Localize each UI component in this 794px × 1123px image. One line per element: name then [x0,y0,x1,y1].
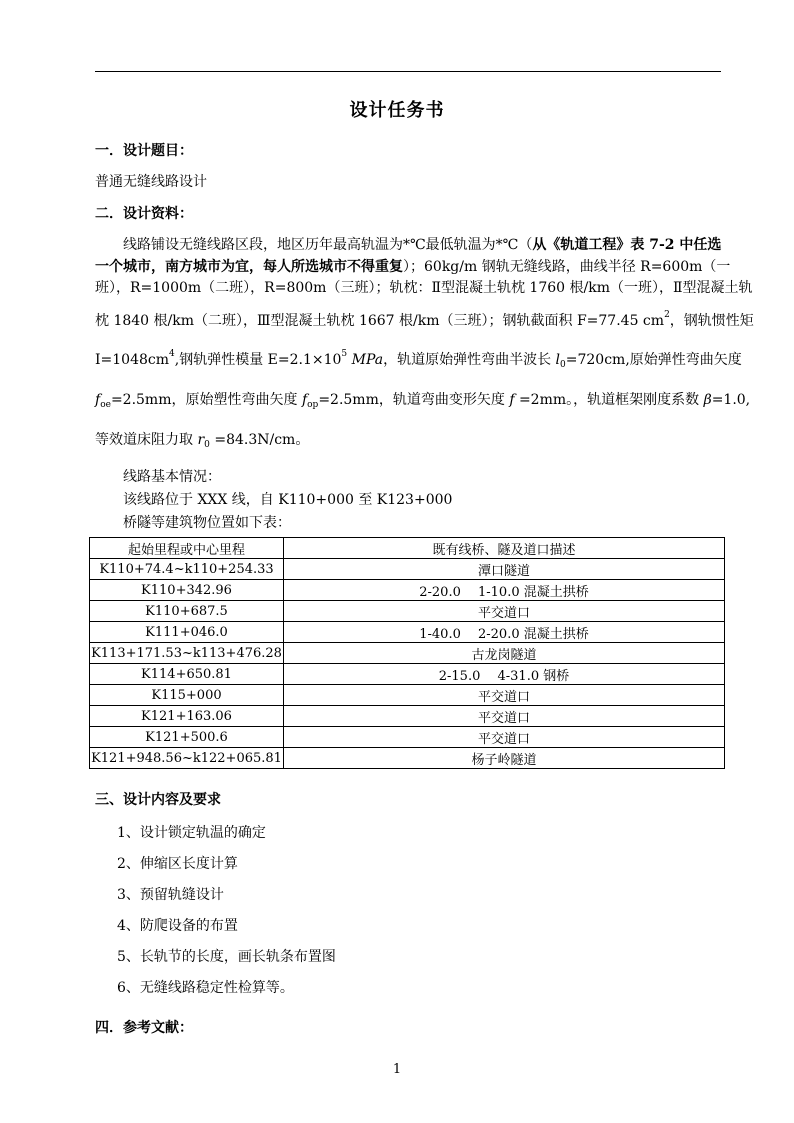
para-bold-text: 一个城市，南方城市为宜，每人所选城市不得重复 [95,259,403,275]
mileage-cell: K121+500.6 [90,727,284,748]
para-text: ，钢轨惯性矩 [669,313,754,329]
para-text: =720cm,原始弹性弯曲矢度 [565,352,742,368]
para-line-7 [95,429,309,450]
requirement-item: 6、无缝线路稳定性检算等。 [117,980,294,996]
description-cell: 1-40.0 2-20.0 混凝土拱桥 [284,622,725,643]
para-text: =2.5mm，轨道弯曲变形矢度 [318,392,510,408]
superscript: 5 [341,349,348,359]
table-row [90,601,725,622]
mileage-cell: K111+046.0 [90,622,284,643]
superscript: 2 [664,310,670,320]
table-row [90,580,725,601]
math-var: f [95,392,101,408]
para-text: =1.0, [711,392,751,408]
table-header-row [90,538,725,559]
mileage-cell: K115+000 [90,685,284,706]
para-text: =84.3N/cm。 [209,432,310,448]
basic-info-line: 该线路位于 XXX 线，自 K110+000 至 K123+000 [123,492,453,508]
column-header: 既有线桥、隧及道口描述 [284,538,725,559]
para-line-5 [95,349,742,370]
basic-info-heading: 线路基本情况： [123,469,221,485]
math-unit: MPa [351,352,384,368]
description-cell: 平交道口 [284,727,725,748]
description-cell: 杨子岭隧道 [284,748,725,769]
para-text: I=1048cm [95,352,170,368]
design-topic: 普通无缝线路设计 [95,174,207,190]
section-3-heading: 三、设计内容及要求 [95,792,221,808]
subscript: op [307,400,319,410]
requirement-item: 3、预留轨缝设计 [117,887,224,903]
table-row [90,559,725,580]
mileage-cell: K110+74.4~k110+254.33 [90,559,284,580]
mileage-cell: K121+948.56~k122+065.81 [90,748,284,769]
structure-table [89,537,725,769]
column-header: 起始里程或中心里程 [90,538,284,559]
page-number: 1 [392,1062,402,1077]
description-cell: 平交道口 [284,601,725,622]
section-4-heading: 四．参考文献： [95,1020,193,1036]
para-line-3: 班），R=1000m（二班），R=800m（三班）；轨枕：Ⅱ型混凝土轨枕 1760 根/km（一班），Ⅱ型混凝土轨 [95,280,753,296]
description-cell: 平交道口 [284,706,725,727]
para-text: 线路铺设无缝线路区段，地区历年最高轨温为*℃最低轨温为*℃（ [123,237,533,253]
mileage-cell: K110+342.96 [90,580,284,601]
para-text: ,钢轨弹性模量 E=2.1×10 [174,352,342,368]
table-row [90,685,725,706]
requirement-item: 1、设计锁定轨温的确定 [117,825,266,841]
para-text: ，轨道原始弹性弯曲半波长 [383,352,556,368]
description-cell: 2-15.0 4-31.0 钢桥 [284,664,725,685]
para-text: 枕 1840 根/km（二班），Ⅲ型混凝土轨枕 1667 根/km（三班）；钢轨截面积 F=77.45 cm [95,313,665,329]
para-line-1 [95,234,721,254]
math-var: l [555,352,561,368]
requirement-item: 5、长轨节的长度，画长轨条布置图 [117,949,336,965]
table-row [90,622,725,643]
para-line-2 [95,256,730,276]
math-var: r [197,432,205,448]
subscript: 0 [560,360,566,370]
para-text: =2mm。，轨道框架刚度系数 [514,392,704,408]
para-text: =2.5mm，原始塑性弯曲矢度 [110,392,302,408]
description-cell: 古龙岗隧道 [284,643,725,664]
description-cell: 潭口隧道 [284,559,725,580]
section-1-heading: 一．设计题目： [95,143,193,159]
mileage-cell: K113+171.53~k113+476.28 [90,643,284,664]
superscript: 4 [169,349,175,359]
math-var: β [703,392,712,408]
table-row [90,727,725,748]
math-var: f [509,392,515,408]
page-title: 设计任务书 [349,100,445,121]
description-cell: 平交道口 [284,685,725,706]
para-text: ）；60kg/m 钢轨无缝线路，曲线半径 R=600m（一 [403,259,731,275]
section-2-heading: 二．设计资料： [95,206,193,222]
table-row [90,748,725,769]
description-cell: 2-20.0 1-10.0 混凝土拱桥 [284,580,725,601]
requirement-item: 2、伸缩区长度计算 [117,856,238,872]
table-row [90,643,725,664]
table-row [90,706,725,727]
mileage-cell: K121+163.06 [90,706,284,727]
subscript: oe [100,400,111,410]
header-rule [95,71,721,72]
para-line-6 [95,389,750,410]
mileage-cell: K114+650.81 [90,664,284,685]
requirement-item: 4、防爬设备的布置 [117,918,238,934]
para-line-4 [95,310,754,330]
table-row [90,664,725,685]
subscript: 0 [204,440,210,450]
para-bold-text: 从《轨道工程》表 7-2 中任选 [532,237,722,253]
math-var: f [301,392,308,408]
table-intro: 桥隧等建筑物位置如下表： [123,515,291,531]
para-text: 等效道床阻力取 [95,432,198,448]
mileage-cell: K110+687.5 [90,601,284,622]
